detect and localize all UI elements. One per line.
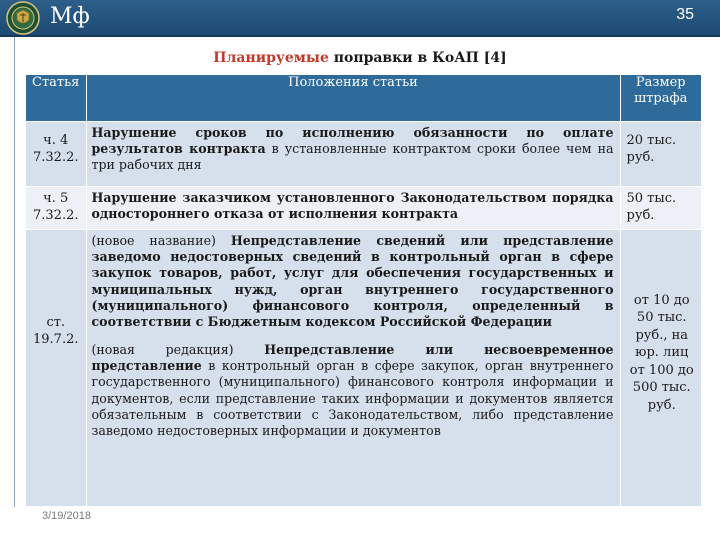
page-number: 35 [676,6,694,23]
row-provision [86,121,620,186]
provision-normal: в контрольный орган в сфере закупок, орган внутреннего государственного (муниципального) финансового контроля информации и документов, если представление таких информации и документов является обязательным в соответствии с Законодательством, либо представление заведомо недостоверных информации и документов [91,358,614,439]
left-divider-line [14,37,15,507]
provision-prefix: (новое название) [91,232,231,248]
provision-paragraph-a [92,233,614,331]
footer-date: 3/19/2018 [42,510,91,522]
provision-bold: Нарушение заказчиком установленного Законодательством порядка одностороннего отказа от исполнения контракта [91,189,614,221]
header-logo-text: Мф [50,4,90,29]
table-row [26,186,701,229]
table-row [26,121,701,186]
row-article: ч. 5 7.32.2. [26,186,86,229]
row-fine: от 10 до 50 тыс. руб., на юр. лиц от 100 до 500 тыс. руб. [620,229,701,506]
title-accent: Планируемые [213,50,329,66]
provision-paragraph-b [92,342,614,440]
provision-bold: Нарушение сроков по исполнению обязанности по оплате результатов контракта [91,124,614,156]
coat-of-arms-icon [6,1,40,35]
header-provisions: Положения статьи [86,75,620,121]
provision-prefix: (новая редакция) [91,341,265,357]
table-header-row [26,75,701,121]
row-fine: 50 тыс. руб. [620,186,701,229]
provision-bold: Непредставление или несвоевременное представление [91,341,614,374]
row-provision [86,186,620,229]
row-provision [86,229,620,506]
row-fine: 20 тыс. руб. [620,121,701,186]
table-row [26,229,701,506]
amendments-table [26,75,701,506]
row-article: ст. 19.7.2. [26,229,86,506]
title-main: поправки в КоАП [4] [328,50,507,66]
provision-bold: Непредставление сведений или представление заведомо недостоверных сведений в контрольный орган в сфере закупок товаров, работ, услуг для обеспечения государственных и муниципальных нужд, орган внутреннего государственного (муниципального) финансового контроля, определенный в соответствии с Бюджетным кодексом Российской Федерации [91,232,614,330]
slide-title [0,50,720,66]
provision-normal: в установленные контрактом сроки более чем на три рабочих дня [91,140,614,173]
header-bar [0,0,720,37]
row-article: ч. 4 7.32.2. [26,121,86,186]
header-article: Статья [26,75,86,121]
header-fine: Размер штрафа [620,75,701,121]
